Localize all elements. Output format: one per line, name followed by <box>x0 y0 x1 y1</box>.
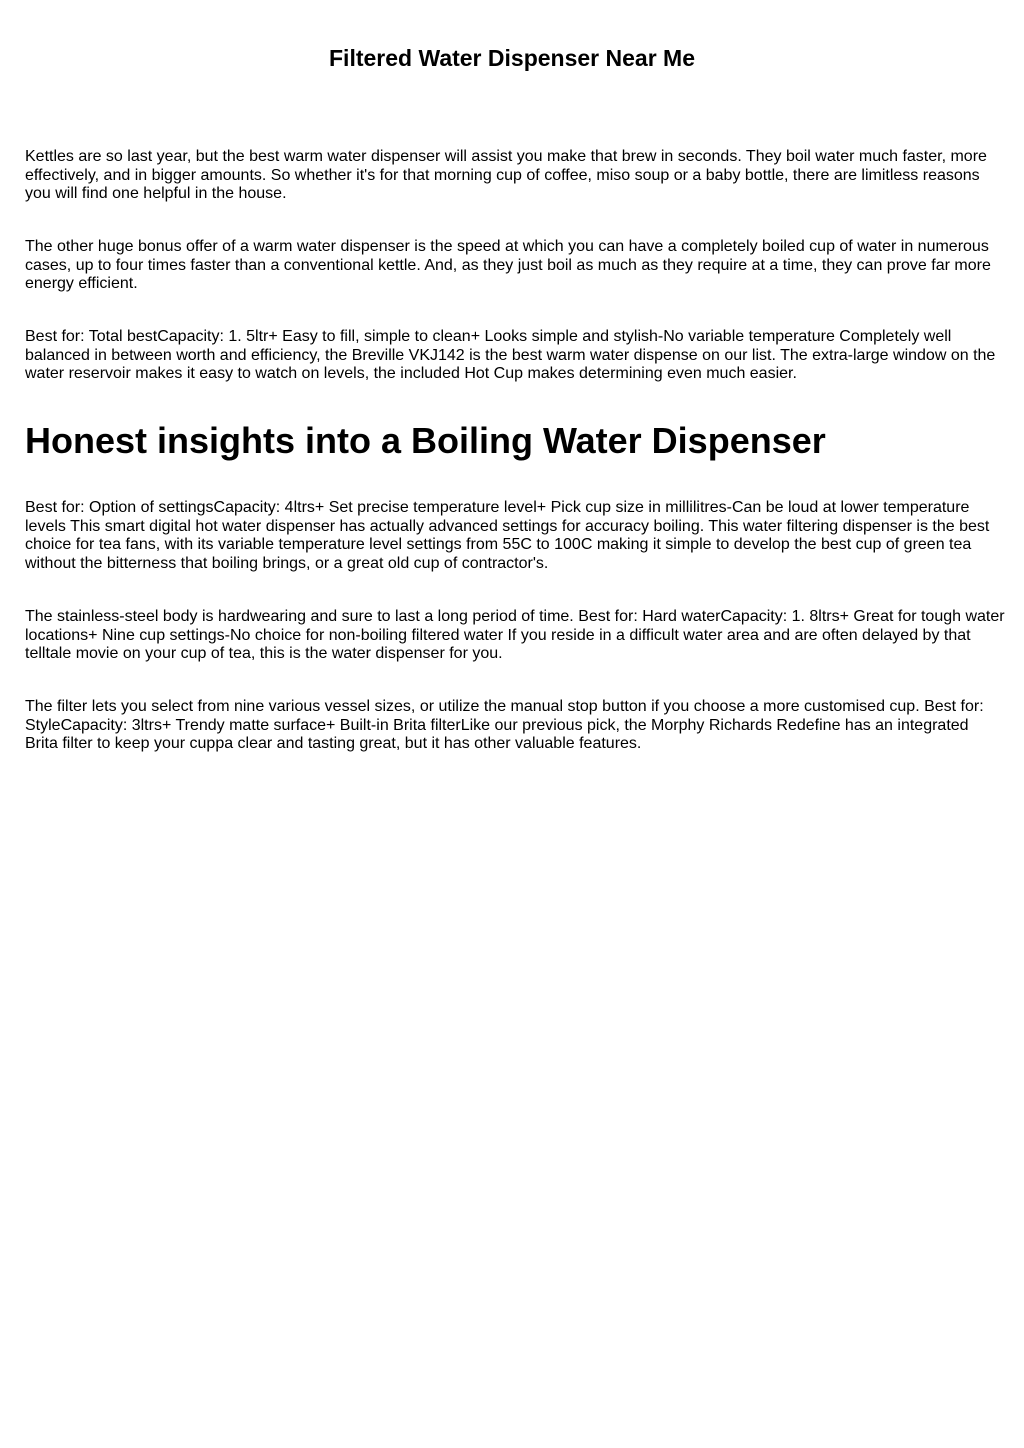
section-heading: Honest insights into a Boiling Water Dispenser <box>25 420 826 461</box>
paragraph-intro-3: Best for: Total bestCapacity: 1. 5ltr+ Easy to fill, simple to clean+ Looks simple and stylish-No variable temperature Completely well balanced in between worth and efficiency, the Breville VKJ142 is the best warm water dispense on our list. The extra-large window on the water reservoir makes it easy to watch on levels, the included Hot Cup makes determining even much easier. <box>25 328 996 382</box>
paragraph-intro-1: Kettles are so last year, but the best warm water dispenser will assist you make that brew in seconds. They boil water much faster, more effectively, and in bigger amounts. So whether it's for that morning cup of coffee, miso soup or a baby bottle, there are limitless reasons you will find one helpful in the house. <box>25 148 987 202</box>
paragraph-section-1: Best for: Option of settingsCapacity: 4ltrs+ Set precise temperature level+ Pick cup size in millilitres-Can be loud at lower temperature levels This smart digital hot water dispenser has actually advanced settings for accuracy boiling. This water filtering dispenser is the best choice for tea fans, with its variable temperature level settings from 55C to 100C making it simple to develop the best cup of green tea without the bitterness that boiling brings, or a great old cup of contractor's. <box>25 499 990 572</box>
paragraph-section-2: The stainless-steel body is hardwearing and sure to last a long period of time. Best for: Hard waterCapacity: 1. 8ltrs+ Great for tough water locations+ Nine cup settings-No choice for non-boiling filtered water If you reside in a difficult water area and are often delayed by that telltale movie on your cup of tea, this is the water dispenser for you. <box>25 608 1005 662</box>
paragraph-intro-2: The other huge bonus offer of a warm water dispenser is the speed at which you can have a completely boiled cup of water in numerous cases, up to four times faster than a conventional kettle. And, as they just boil as much as they require at a time, they can prove far more energy efficient. <box>25 238 991 292</box>
page-title: Filtered Water Dispenser Near Me <box>329 45 695 71</box>
paragraph-section-3: The filter lets you select from nine various vessel sizes, or utilize the manual stop button if you choose a more customised cup. Best for: StyleCapacity: 3ltrs+ Trendy matte surface+ Built-in Brita filterLike our previous pick, the Morphy Richards Redefine has an integrated Brita filter to keep your cuppa clear and tasting great, but it has other valuable features. <box>25 698 984 752</box>
